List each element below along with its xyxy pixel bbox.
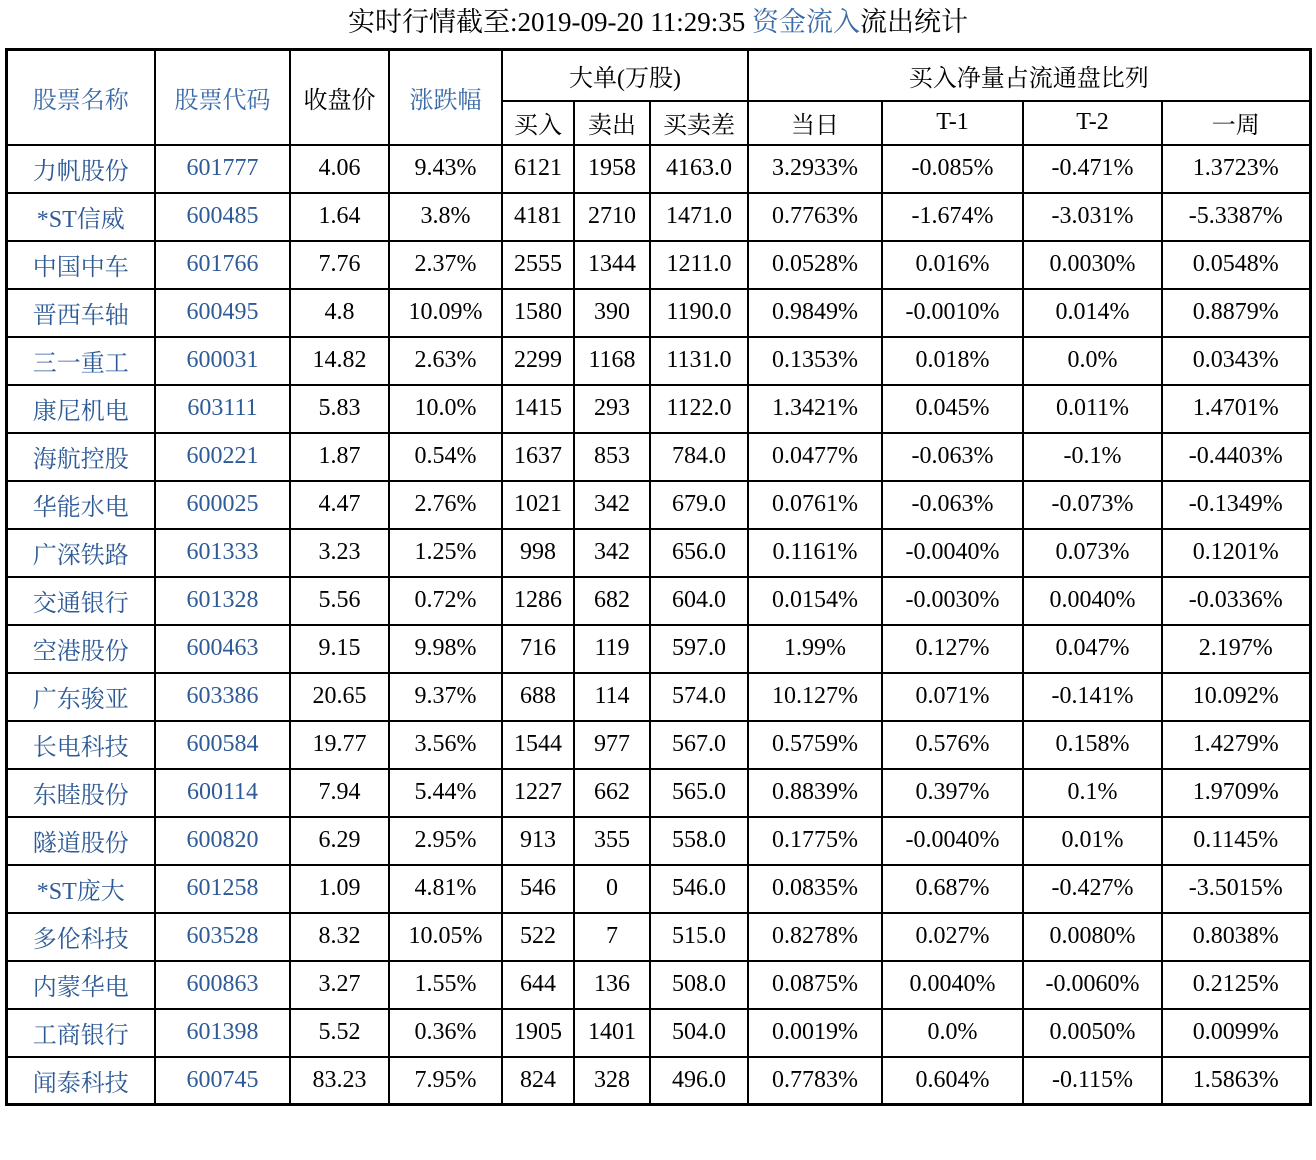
cell-t1: -0.063% bbox=[882, 481, 1023, 529]
cell-change-pct: 0.36% bbox=[389, 1009, 502, 1057]
header-close-price: 收盘价 bbox=[290, 50, 389, 145]
cell-buy-sell-diff: 1122.0 bbox=[650, 385, 748, 433]
cell-today: 0.0154% bbox=[748, 577, 882, 625]
header-sell: 卖出 bbox=[574, 101, 650, 145]
cell-change-pct: 10.09% bbox=[389, 289, 502, 337]
cell-sell: 119 bbox=[574, 625, 650, 673]
cell-change-pct: 9.37% bbox=[389, 673, 502, 721]
cell-today: 0.9849% bbox=[748, 289, 882, 337]
cell-stock-code: 601328 bbox=[155, 577, 290, 625]
cell-stock-name: 广东骏亚 bbox=[6, 673, 155, 721]
cell-t2: 0.0030% bbox=[1023, 241, 1162, 289]
table-row bbox=[6, 913, 1310, 961]
cell-buy-sell-diff: 565.0 bbox=[650, 769, 748, 817]
cell-close-price: 9.15 bbox=[290, 625, 389, 673]
header-buy-sell-diff: 买卖差 bbox=[650, 101, 748, 145]
cell-buy-sell-diff: 604.0 bbox=[650, 577, 748, 625]
page-title bbox=[0, 0, 1316, 48]
cell-stock-code: 600463 bbox=[155, 625, 290, 673]
cell-stock-code: 600495 bbox=[155, 289, 290, 337]
cell-sell: 1401 bbox=[574, 1009, 650, 1057]
cell-t1: -0.085% bbox=[882, 145, 1023, 193]
cell-t1: 0.687% bbox=[882, 865, 1023, 913]
cell-close-price: 14.82 bbox=[290, 337, 389, 385]
cell-change-pct: 9.98% bbox=[389, 625, 502, 673]
header-stock-code: 股票代码 bbox=[155, 50, 290, 145]
header-t2: T-2 bbox=[1023, 101, 1162, 145]
cell-change-pct: 1.55% bbox=[389, 961, 502, 1009]
cell-sell: 0 bbox=[574, 865, 650, 913]
header-net-buy-group: 买入净量占流通盘比列 bbox=[748, 50, 1310, 101]
cell-change-pct: 2.76% bbox=[389, 481, 502, 529]
cell-t2: -0.427% bbox=[1023, 865, 1162, 913]
cell-stock-name: 广深铁路 bbox=[6, 529, 155, 577]
cell-today: 0.7783% bbox=[748, 1057, 882, 1105]
cell-sell: 342 bbox=[574, 529, 650, 577]
cell-week: -0.1349% bbox=[1162, 481, 1310, 529]
cell-buy-sell-diff: 1190.0 bbox=[650, 289, 748, 337]
cell-week: 1.3723% bbox=[1162, 145, 1310, 193]
cell-buy: 4181 bbox=[502, 193, 574, 241]
cell-sell: 136 bbox=[574, 961, 650, 1009]
cell-stock-name: 康尼机电 bbox=[6, 385, 155, 433]
cell-buy: 1415 bbox=[502, 385, 574, 433]
cell-buy: 2555 bbox=[502, 241, 574, 289]
cell-today: 0.0761% bbox=[748, 481, 882, 529]
cell-stock-code: 601258 bbox=[155, 865, 290, 913]
cell-today: 1.3421% bbox=[748, 385, 882, 433]
cell-stock-code: 603386 bbox=[155, 673, 290, 721]
cell-stock-name: 海航控股 bbox=[6, 433, 155, 481]
table-row bbox=[6, 721, 1310, 769]
cell-close-price: 83.23 bbox=[290, 1057, 389, 1105]
cell-week: 0.8879% bbox=[1162, 289, 1310, 337]
table-row bbox=[6, 625, 1310, 673]
cell-t1: 0.027% bbox=[882, 913, 1023, 961]
cell-week: 0.0099% bbox=[1162, 1009, 1310, 1057]
cell-week: -0.4403% bbox=[1162, 433, 1310, 481]
cell-stock-name: 东睦股份 bbox=[6, 769, 155, 817]
cell-t1: -0.0040% bbox=[882, 529, 1023, 577]
cell-change-pct: 2.63% bbox=[389, 337, 502, 385]
cell-today: 0.7763% bbox=[748, 193, 882, 241]
cell-week: 0.0548% bbox=[1162, 241, 1310, 289]
cell-buy: 688 bbox=[502, 673, 574, 721]
title-suffix: 流出统计 bbox=[860, 7, 968, 37]
cell-stock-name: 空港股份 bbox=[6, 625, 155, 673]
cell-close-price: 7.76 bbox=[290, 241, 389, 289]
cell-change-pct: 4.81% bbox=[389, 865, 502, 913]
cell-change-pct: 5.44% bbox=[389, 769, 502, 817]
header-today: 当日 bbox=[748, 101, 882, 145]
cell-close-price: 20.65 bbox=[290, 673, 389, 721]
cell-change-pct: 2.37% bbox=[389, 241, 502, 289]
table-row bbox=[6, 961, 1310, 1009]
table-row bbox=[6, 433, 1310, 481]
cell-week: -0.0336% bbox=[1162, 577, 1310, 625]
table-row bbox=[6, 145, 1310, 193]
cell-t1: -0.0030% bbox=[882, 577, 1023, 625]
cell-t2: -0.471% bbox=[1023, 145, 1162, 193]
title-highlight: 资金流入 bbox=[752, 7, 860, 37]
cell-t2: 0.047% bbox=[1023, 625, 1162, 673]
cell-t1: -1.674% bbox=[882, 193, 1023, 241]
cell-stock-name: 三一重工 bbox=[6, 337, 155, 385]
cell-today: 0.1353% bbox=[748, 337, 882, 385]
cell-today: 0.0528% bbox=[748, 241, 882, 289]
cell-today: 0.0835% bbox=[748, 865, 882, 913]
cell-sell: 1958 bbox=[574, 145, 650, 193]
cell-buy-sell-diff: 1471.0 bbox=[650, 193, 748, 241]
table-header bbox=[6, 50, 1310, 145]
cell-today: 0.1161% bbox=[748, 529, 882, 577]
cell-close-price: 4.47 bbox=[290, 481, 389, 529]
cell-week: 2.197% bbox=[1162, 625, 1310, 673]
cell-week: 1.9709% bbox=[1162, 769, 1310, 817]
cell-buy: 1544 bbox=[502, 721, 574, 769]
cell-week: -5.3387% bbox=[1162, 193, 1310, 241]
cell-t2: -0.1% bbox=[1023, 433, 1162, 481]
cell-buy-sell-diff: 496.0 bbox=[650, 1057, 748, 1105]
cell-buy-sell-diff: 574.0 bbox=[650, 673, 748, 721]
cell-week: 0.2125% bbox=[1162, 961, 1310, 1009]
cell-t2: -0.0060% bbox=[1023, 961, 1162, 1009]
cell-buy: 522 bbox=[502, 913, 574, 961]
cell-stock-name: 晋西车轴 bbox=[6, 289, 155, 337]
cell-t1: 0.016% bbox=[882, 241, 1023, 289]
cell-t1: 0.127% bbox=[882, 625, 1023, 673]
table-row bbox=[6, 577, 1310, 625]
table-row bbox=[6, 481, 1310, 529]
cell-buy: 6121 bbox=[502, 145, 574, 193]
cell-t1: 0.576% bbox=[882, 721, 1023, 769]
header-week: 一周 bbox=[1162, 101, 1310, 145]
cell-t2: -3.031% bbox=[1023, 193, 1162, 241]
cell-week: 1.5863% bbox=[1162, 1057, 1310, 1105]
cell-buy: 1021 bbox=[502, 481, 574, 529]
cell-change-pct: 3.56% bbox=[389, 721, 502, 769]
header-stock-name: 股票名称 bbox=[6, 50, 155, 145]
cell-buy-sell-diff: 656.0 bbox=[650, 529, 748, 577]
header-buy: 买入 bbox=[502, 101, 574, 145]
cell-buy-sell-diff: 515.0 bbox=[650, 913, 748, 961]
cell-close-price: 1.64 bbox=[290, 193, 389, 241]
table-row bbox=[6, 289, 1310, 337]
cell-change-pct: 0.54% bbox=[389, 433, 502, 481]
cell-t1: 0.0040% bbox=[882, 961, 1023, 1009]
cell-stock-code: 600745 bbox=[155, 1057, 290, 1105]
cell-t2: -0.115% bbox=[1023, 1057, 1162, 1105]
cell-buy: 644 bbox=[502, 961, 574, 1009]
cell-buy-sell-diff: 784.0 bbox=[650, 433, 748, 481]
cell-t2: 0.0% bbox=[1023, 337, 1162, 385]
cell-buy: 824 bbox=[502, 1057, 574, 1105]
cell-buy: 1905 bbox=[502, 1009, 574, 1057]
title-prefix: 实时行情截至:2019-09-20 11:29:35 bbox=[348, 7, 752, 37]
cell-stock-name: 交通银行 bbox=[6, 577, 155, 625]
cell-week: 0.1145% bbox=[1162, 817, 1310, 865]
cell-stock-code: 601766 bbox=[155, 241, 290, 289]
cell-stock-code: 600025 bbox=[155, 481, 290, 529]
cell-close-price: 4.8 bbox=[290, 289, 389, 337]
cell-change-pct: 2.95% bbox=[389, 817, 502, 865]
table-row bbox=[6, 529, 1310, 577]
cell-close-price: 8.32 bbox=[290, 913, 389, 961]
table-row bbox=[6, 1057, 1310, 1105]
cell-buy: 1637 bbox=[502, 433, 574, 481]
cell-today: 0.8839% bbox=[748, 769, 882, 817]
cell-buy-sell-diff: 1211.0 bbox=[650, 241, 748, 289]
cell-t1: -0.063% bbox=[882, 433, 1023, 481]
cell-week: 1.4279% bbox=[1162, 721, 1310, 769]
cell-close-price: 19.77 bbox=[290, 721, 389, 769]
cell-stock-name: 隧道股份 bbox=[6, 817, 155, 865]
cell-week: 0.8038% bbox=[1162, 913, 1310, 961]
cell-sell: 342 bbox=[574, 481, 650, 529]
cell-sell: 853 bbox=[574, 433, 650, 481]
cell-close-price: 3.23 bbox=[290, 529, 389, 577]
cell-stock-name: 工商银行 bbox=[6, 1009, 155, 1057]
cell-change-pct: 3.8% bbox=[389, 193, 502, 241]
cell-week: 1.4701% bbox=[1162, 385, 1310, 433]
cell-sell: 1344 bbox=[574, 241, 650, 289]
cell-stock-code: 600031 bbox=[155, 337, 290, 385]
cell-t2: 0.0040% bbox=[1023, 577, 1162, 625]
cell-t1: -0.0040% bbox=[882, 817, 1023, 865]
cell-buy-sell-diff: 546.0 bbox=[650, 865, 748, 913]
cell-today: 0.1775% bbox=[748, 817, 882, 865]
cell-buy-sell-diff: 504.0 bbox=[650, 1009, 748, 1057]
cell-close-price: 3.27 bbox=[290, 961, 389, 1009]
cell-sell: 328 bbox=[574, 1057, 650, 1105]
cell-today: 10.127% bbox=[748, 673, 882, 721]
cell-buy-sell-diff: 567.0 bbox=[650, 721, 748, 769]
cell-buy: 1286 bbox=[502, 577, 574, 625]
cell-sell: 662 bbox=[574, 769, 650, 817]
cell-stock-name: *ST庞大 bbox=[6, 865, 155, 913]
cell-buy-sell-diff: 4163.0 bbox=[650, 145, 748, 193]
table-row bbox=[6, 241, 1310, 289]
cell-today: 0.8278% bbox=[748, 913, 882, 961]
cell-close-price: 5.83 bbox=[290, 385, 389, 433]
cell-buy: 546 bbox=[502, 865, 574, 913]
header-change-pct: 涨跌幅 bbox=[389, 50, 502, 145]
cell-buy-sell-diff: 1131.0 bbox=[650, 337, 748, 385]
cell-t2: 0.0050% bbox=[1023, 1009, 1162, 1057]
cell-buy-sell-diff: 597.0 bbox=[650, 625, 748, 673]
cell-stock-name: 多伦科技 bbox=[6, 913, 155, 961]
cell-buy-sell-diff: 679.0 bbox=[650, 481, 748, 529]
cell-sell: 390 bbox=[574, 289, 650, 337]
cell-close-price: 6.29 bbox=[290, 817, 389, 865]
cell-stock-name: 闻泰科技 bbox=[6, 1057, 155, 1105]
cell-t2: -0.073% bbox=[1023, 481, 1162, 529]
table-row bbox=[6, 769, 1310, 817]
cell-stock-code: 601777 bbox=[155, 145, 290, 193]
cell-change-pct: 1.25% bbox=[389, 529, 502, 577]
cell-stock-code: 600114 bbox=[155, 769, 290, 817]
cell-sell: 355 bbox=[574, 817, 650, 865]
cell-change-pct: 7.95% bbox=[389, 1057, 502, 1105]
cell-stock-code: 600820 bbox=[155, 817, 290, 865]
cell-stock-name: 中国中车 bbox=[6, 241, 155, 289]
cell-stock-name: *ST信威 bbox=[6, 193, 155, 241]
cell-t2: 0.014% bbox=[1023, 289, 1162, 337]
cell-stock-code: 600221 bbox=[155, 433, 290, 481]
cell-sell: 977 bbox=[574, 721, 650, 769]
cell-stock-name: 力帆股份 bbox=[6, 145, 155, 193]
cell-close-price: 5.52 bbox=[290, 1009, 389, 1057]
stock-table bbox=[5, 48, 1312, 1106]
cell-change-pct: 9.43% bbox=[389, 145, 502, 193]
cell-week: 0.1201% bbox=[1162, 529, 1310, 577]
cell-today: 3.2933% bbox=[748, 145, 882, 193]
cell-today: 0.0875% bbox=[748, 961, 882, 1009]
cell-stock-code: 600863 bbox=[155, 961, 290, 1009]
cell-stock-code: 601333 bbox=[155, 529, 290, 577]
cell-t2: -0.141% bbox=[1023, 673, 1162, 721]
cell-close-price: 1.87 bbox=[290, 433, 389, 481]
cell-buy: 1227 bbox=[502, 769, 574, 817]
cell-t2: 0.158% bbox=[1023, 721, 1162, 769]
cell-close-price: 1.09 bbox=[290, 865, 389, 913]
cell-t1: 0.045% bbox=[882, 385, 1023, 433]
cell-stock-code: 601398 bbox=[155, 1009, 290, 1057]
cell-week: 0.0343% bbox=[1162, 337, 1310, 385]
cell-t1: 0.0% bbox=[882, 1009, 1023, 1057]
cell-stock-code: 600584 bbox=[155, 721, 290, 769]
table-row bbox=[6, 673, 1310, 721]
cell-sell: 682 bbox=[574, 577, 650, 625]
cell-stock-name: 长电科技 bbox=[6, 721, 155, 769]
cell-stock-code: 603111 bbox=[155, 385, 290, 433]
cell-close-price: 7.94 bbox=[290, 769, 389, 817]
table-row bbox=[6, 337, 1310, 385]
cell-sell: 7 bbox=[574, 913, 650, 961]
cell-buy-sell-diff: 508.0 bbox=[650, 961, 748, 1009]
cell-t2: 0.073% bbox=[1023, 529, 1162, 577]
table-row bbox=[6, 817, 1310, 865]
cell-buy: 998 bbox=[502, 529, 574, 577]
cell-t1: 0.071% bbox=[882, 673, 1023, 721]
cell-buy-sell-diff: 558.0 bbox=[650, 817, 748, 865]
cell-stock-code: 600485 bbox=[155, 193, 290, 241]
cell-buy: 913 bbox=[502, 817, 574, 865]
cell-t1: 0.018% bbox=[882, 337, 1023, 385]
cell-t2: 0.011% bbox=[1023, 385, 1162, 433]
cell-sell: 293 bbox=[574, 385, 650, 433]
cell-week: 10.092% bbox=[1162, 673, 1310, 721]
cell-stock-name: 华能水电 bbox=[6, 481, 155, 529]
table-row bbox=[6, 385, 1310, 433]
table-row bbox=[6, 1009, 1310, 1057]
cell-stock-name: 内蒙华电 bbox=[6, 961, 155, 1009]
table-body bbox=[6, 145, 1310, 1105]
table-row bbox=[6, 193, 1310, 241]
cell-today: 0.5759% bbox=[748, 721, 882, 769]
table-row bbox=[6, 865, 1310, 913]
cell-sell: 114 bbox=[574, 673, 650, 721]
cell-t2: 0.01% bbox=[1023, 817, 1162, 865]
cell-sell: 1168 bbox=[574, 337, 650, 385]
cell-change-pct: 10.0% bbox=[389, 385, 502, 433]
cell-today: 0.0019% bbox=[748, 1009, 882, 1057]
cell-buy: 716 bbox=[502, 625, 574, 673]
cell-change-pct: 10.05% bbox=[389, 913, 502, 961]
cell-t1: 0.604% bbox=[882, 1057, 1023, 1105]
header-large-orders-group: 大单(万股) bbox=[502, 50, 748, 101]
cell-today: 0.0477% bbox=[748, 433, 882, 481]
cell-t1: -0.0010% bbox=[882, 289, 1023, 337]
cell-stock-code: 603528 bbox=[155, 913, 290, 961]
cell-buy: 1580 bbox=[502, 289, 574, 337]
cell-today: 1.99% bbox=[748, 625, 882, 673]
cell-week: -3.5015% bbox=[1162, 865, 1310, 913]
cell-change-pct: 0.72% bbox=[389, 577, 502, 625]
cell-t2: 0.1% bbox=[1023, 769, 1162, 817]
cell-buy: 2299 bbox=[502, 337, 574, 385]
cell-close-price: 4.06 bbox=[290, 145, 389, 193]
cell-sell: 2710 bbox=[574, 193, 650, 241]
header-t1: T-1 bbox=[882, 101, 1023, 145]
cell-t2: 0.0080% bbox=[1023, 913, 1162, 961]
cell-close-price: 5.56 bbox=[290, 577, 389, 625]
cell-t1: 0.397% bbox=[882, 769, 1023, 817]
